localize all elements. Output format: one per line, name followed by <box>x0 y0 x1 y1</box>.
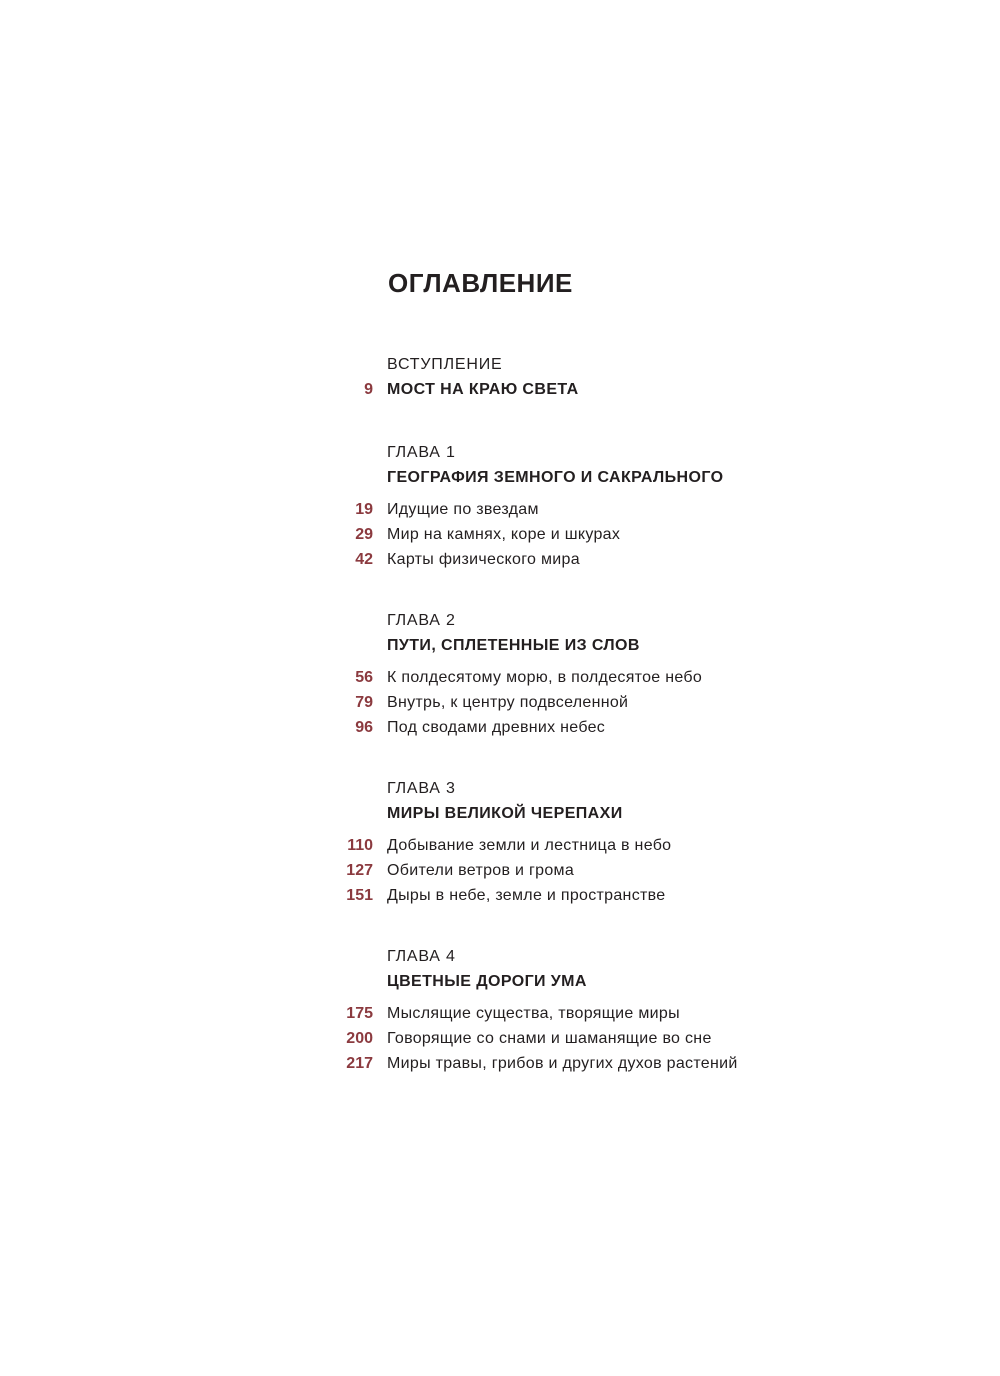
page-number: 19 <box>355 501 373 518</box>
chapter-heading-row <box>0 633 1000 658</box>
page-number: 127 <box>346 862 373 879</box>
entry-title: Карты физического мира <box>387 551 580 568</box>
chapter-label-row <box>0 944 1000 969</box>
toc-entry[interactable] <box>0 715 1000 740</box>
chapter-label-row <box>0 776 1000 801</box>
toc-entry[interactable] <box>0 858 1000 883</box>
page-number: 110 <box>347 837 373 854</box>
page-number: 217 <box>346 1055 373 1072</box>
entry-title: Внутрь, к центру подвселенной <box>387 694 629 711</box>
entry-title: Говорящие со снами и шаманящие во сне <box>387 1030 712 1047</box>
chapter-label-row <box>0 608 1000 633</box>
toc-entry[interactable] <box>0 883 1000 908</box>
entry-title: Обители ветров и грома <box>387 862 575 879</box>
chapter-heading-row <box>0 465 1000 490</box>
chapter-heading: ГЕОГРАФИЯ ЗЕМНОГО И САКРАЛЬНОГО <box>387 469 724 486</box>
page-number: 175 <box>346 1005 373 1022</box>
entry-title: Идущие по звездам <box>387 501 539 518</box>
section-heading: МОСТ НА КРАЮ СВЕТА <box>387 381 579 398</box>
toc-entry[interactable] <box>0 377 1000 402</box>
toc-entry[interactable] <box>0 522 1000 547</box>
toc-section-chapter-4 <box>0 944 1000 1076</box>
chapter-heading: ПУТИ, СПЛЕТЕННЫЕ ИЗ СЛОВ <box>387 637 640 654</box>
table-of-contents <box>0 352 1000 1112</box>
toc-entry[interactable] <box>0 665 1000 690</box>
chapter-heading: МИРЫ ВЕЛИКОЙ ЧЕРЕПАХИ <box>387 805 623 822</box>
page-number: 29 <box>355 526 373 543</box>
toc-section-chapter-2 <box>0 608 1000 740</box>
page-number: 9 <box>364 381 373 398</box>
chapter-label: ГЛАВА 4 <box>387 948 456 965</box>
entry-title: Мыслящие существа, творящие миры <box>387 1005 680 1022</box>
toc-section-chapter-3 <box>0 776 1000 908</box>
chapter-heading-row <box>0 801 1000 826</box>
chapter-label-row <box>0 440 1000 465</box>
toc-section-chapter-1 <box>0 440 1000 572</box>
chapter-heading: ЦВЕТНЫЕ ДОРОГИ УМА <box>387 973 587 990</box>
entry-title: Мир на камнях, коре и шкурах <box>387 526 621 543</box>
toc-entry[interactable] <box>0 497 1000 522</box>
entry-title: Добывание земли и лестница в небо <box>387 837 672 854</box>
entry-title: К полдесятому морю, в полдесятое небо <box>387 669 703 686</box>
toc-entry[interactable] <box>0 1001 1000 1026</box>
entry-title: Дыры в небе, земле и пространстве <box>387 887 666 904</box>
section-label-row <box>0 352 1000 377</box>
chapter-heading-row <box>0 969 1000 994</box>
entry-title: Миры травы, грибов и других духов растений <box>387 1055 738 1072</box>
chapter-label: ГЛАВА 2 <box>387 612 456 629</box>
toc-section-intro <box>0 352 1000 402</box>
toc-entry[interactable] <box>0 1051 1000 1076</box>
page-number: 151 <box>346 887 373 904</box>
page-number: 42 <box>355 551 373 568</box>
page-number: 96 <box>355 719 373 736</box>
section-label: ВСТУПЛЕНИЕ <box>387 356 503 373</box>
toc-entry[interactable] <box>0 690 1000 715</box>
page-number: 200 <box>346 1030 373 1047</box>
toc-entry[interactable] <box>0 833 1000 858</box>
chapter-label: ГЛАВА 3 <box>387 780 456 797</box>
page-number: 79 <box>355 694 373 711</box>
page-number: 56 <box>355 669 373 686</box>
toc-title: ОГЛАВЛЕНИЕ <box>388 268 573 298</box>
chapter-label: ГЛАВА 1 <box>387 444 456 461</box>
entry-title: Под сводами древних небес <box>387 719 606 736</box>
toc-entry[interactable] <box>0 1026 1000 1051</box>
toc-entry[interactable] <box>0 547 1000 572</box>
